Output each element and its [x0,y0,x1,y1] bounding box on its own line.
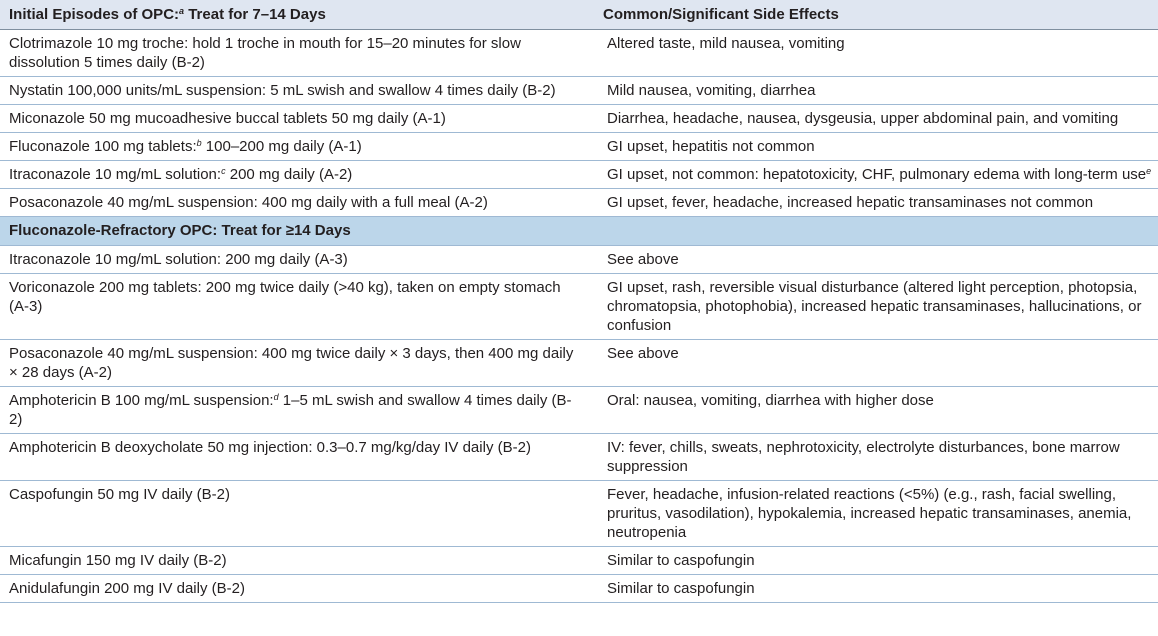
table-row [0,481,1158,547]
header-side-effects: Common/Significant Side Effects [594,0,1158,30]
side-effects-cell: Fever, headache, infusion-related reactions (<5%) (e.g., rash, facial swelling, pruritus, vasodilation), hypokalemia, increased hepatic transaminases, anemia, neutropenia [594,481,1158,547]
side-effects-cell: See above [594,340,1158,387]
regimen-cell: Itraconazole 10 mg/mL solution: 200 mg daily (A-3) [0,246,594,274]
table-row [0,387,1158,434]
footnote-marker: a [179,6,185,16]
table-row [0,30,1158,77]
side-effects-cell: GI upset, fever, headache, increased hepatic transaminases not common [594,189,1158,217]
table-row [0,189,1158,217]
table-row [0,340,1158,387]
regimen-cell: Posaconazole 40 mg/mL suspension: 400 mg twice daily × 3 days, then 400 mg daily × 28 days (A-2) [0,340,594,387]
regimen-cell: Posaconazole 40 mg/mL suspension: 400 mg daily with a full meal (A-2) [0,189,594,217]
regimen-cell: Voriconazole 200 mg tablets: 200 mg twice daily (>40 kg), taken on empty stomach (A-3) [0,274,594,340]
regimen-cell: Itraconazole 10 mg/mL solution:$^c$ 200 mg daily (A-2) [0,161,594,189]
side-effects-cell: Altered taste, mild nausea, vomiting [594,30,1158,77]
regimen-cell: Miconazole 50 mg mucoadhesive buccal tablets 50 mg daily (A-1) [0,105,594,133]
side-effects-cell: Mild nausea, vomiting, diarrhea [594,77,1158,105]
regimen-cell: Amphotericin B deoxycholate 50 mg injection: 0.3–0.7 mg/kg/day IV daily (B-2) [0,434,594,481]
footnote-marker: e [1146,166,1152,176]
table-row [0,105,1158,133]
section-title: Fluconazole-Refractory OPC: Treat for ≥14 Days [0,217,594,246]
side-effects-cell: Similar to caspofungin [594,547,1158,575]
table-row [0,434,1158,481]
header-regimen: Initial Episodes of OPC:$^a$ Treat for 7–14 Days [0,0,594,30]
side-effects-cell: Diarrhea, headache, nausea, dysgeusia, upper abdominal pain, and vomiting [594,105,1158,133]
regimen-cell: Clotrimazole 10 mg troche: hold 1 troche in mouth for 15–20 minutes for slow dissolution 5 times daily (B-2) [0,30,594,77]
table-row [0,575,1158,603]
table-row [0,77,1158,105]
footnote-marker: d [273,392,279,402]
regimen-cell: Fluconazole 100 mg tablets:$^b$ 100–200 mg daily (A-1) [0,133,594,161]
side-effects-cell: GI upset, hepatitis not common [594,133,1158,161]
side-effects-cell: GI upset, not common: hepatotoxicity, CHF, pulmonary edema with long-term use$^e$ [594,161,1158,189]
side-effects-cell: Oral: nausea, vomiting, diarrhea with higher dose [594,387,1158,434]
regimen-cell: Nystatin 100,000 units/mL suspension: 5 mL swish and swallow 4 times daily (B-2) [0,77,594,105]
regimen-cell: Amphotericin B 100 mg/mL suspension:$^d$ 1–5 mL swish and swallow 4 times daily (B-2) [0,387,594,434]
section-header-row [0,217,1158,246]
regimen-cell: Micafungin 150 mg IV daily (B-2) [0,547,594,575]
section-title-spacer [594,217,1158,246]
regimen-cell: Caspofungin 50 mg IV daily (B-2) [0,481,594,547]
table-row [0,274,1158,340]
table-row [0,547,1158,575]
table-row [0,161,1158,189]
regimen-cell: Anidulafungin 200 mg IV daily (B-2) [0,575,594,603]
table-header-row [0,0,1158,30]
side-effects-cell: Similar to caspofungin [594,575,1158,603]
footnote-marker: b [196,138,202,148]
side-effects-cell: GI upset, rash, reversible visual disturbance (altered light perception, photopsia, chromatopsia, photophobia), increased hepatic transaminases, hallucinations, or confusion [594,274,1158,340]
table-row [0,133,1158,161]
table-row [0,246,1158,274]
footnote-marker: c [221,166,226,176]
side-effects-cell: IV: fever, chills, sweats, nephrotoxicity, electrolyte disturbances, bone marrow suppression [594,434,1158,481]
side-effects-cell: See above [594,246,1158,274]
